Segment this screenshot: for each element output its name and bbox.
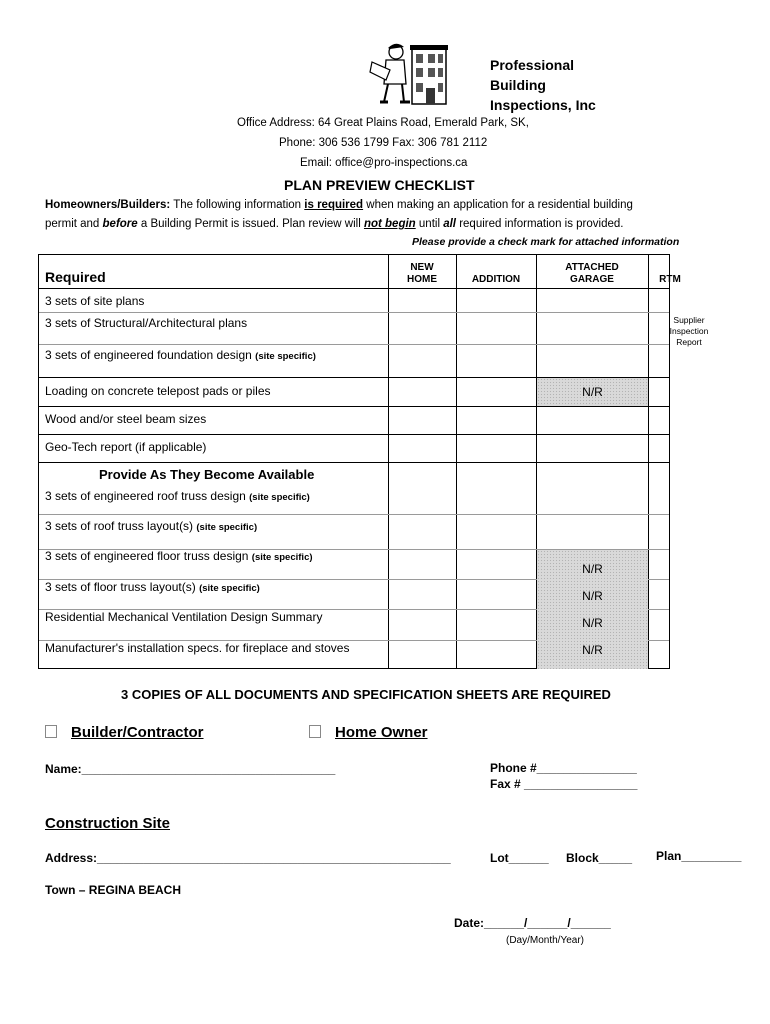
intro-t4: a Building Permit is issued. Plan review will <box>137 218 364 230</box>
intro-t2: when making an application for a residential building <box>363 199 633 211</box>
email: Email: office@pro-inspections.ca <box>300 157 468 169</box>
col-attached-garage <box>536 262 648 286</box>
intro-all: all <box>443 218 456 230</box>
company-name-line2: Building <box>490 77 546 93</box>
row-text: Wood and/or steel beam sizes <box>45 412 207 426</box>
col-new-home-line2: HOME <box>407 274 437 285</box>
na-label-floor-layout: N/R <box>582 589 603 604</box>
row-beam-sizes <box>45 412 206 426</box>
block-field[interactable]: Block_____ <box>566 851 633 865</box>
na-label-fireplace: N/R <box>582 642 603 657</box>
town-field: Town – REGINA BEACH <box>45 883 182 897</box>
row-text: Residential Mechanical Ventilation Design Summary <box>45 610 323 624</box>
intro-t3: permit and <box>45 218 103 230</box>
company-name-line1: Professional <box>490 57 575 73</box>
intro-t1: The following information <box>170 199 305 211</box>
company-name-line3: Inspections, Inc <box>490 97 596 113</box>
rtm-supplier-note <box>659 315 719 348</box>
builder-label: Builder/Contractor <box>71 724 204 741</box>
row-fireplace-specs <box>45 641 349 655</box>
row-text: 3 sets of engineered roof truss design <box>45 489 250 503</box>
date-format-hint: (Day/Month/Year) <box>506 935 584 946</box>
row-text: 3 sets of floor truss layout(s) <box>45 580 200 594</box>
owner-label: Home Owner <box>335 724 428 741</box>
row-spec: (site specific) <box>249 492 310 503</box>
row-text: 3 sets of engineered floor truss design <box>45 549 252 563</box>
row-floor-truss-layout <box>45 580 260 594</box>
required-header: Required <box>45 269 106 285</box>
col-new-home-line1: NEW <box>410 262 434 273</box>
intro-line2 <box>45 218 623 230</box>
row-spec: (site specific) <box>251 552 313 563</box>
row-text: 3 sets of Structural/Architectural plans <box>45 316 248 330</box>
page-title: PLAN PREVIEW CHECKLIST <box>284 177 475 193</box>
row-roof-truss-layout <box>45 519 257 533</box>
checklist-table <box>38 254 709 669</box>
plan-field[interactable]: Plan_________ <box>656 849 742 863</box>
na-label-floor-design: N/R <box>582 562 603 577</box>
row-structural-plans <box>45 316 247 330</box>
col-new-home <box>388 262 456 286</box>
col-rtm: RTM <box>659 274 681 285</box>
row-text: Manufacturer's installation specs. for fireplace and stoves <box>45 641 350 655</box>
intro-t6: required information is provided. <box>456 218 624 230</box>
construction-site-heading: Construction Site <box>45 815 171 832</box>
intro-label: Homeowners/Builders: <box>45 199 171 211</box>
builder-option[interactable] <box>45 724 204 742</box>
date-field[interactable]: Date:______/______/______ <box>454 916 611 930</box>
intro-t5: until <box>415 218 444 230</box>
office-address: Office Address: 64 Great Plains Road, Emerald Park, SK, <box>237 117 529 129</box>
row-text: 3 sets of engineered foundation design <box>45 348 256 362</box>
lot-field[interactable]: Lot______ <box>490 851 549 865</box>
rtm-note-line2: Inspection <box>669 326 709 336</box>
builder-checkbox[interactable] <box>45 725 57 738</box>
row-floor-truss-design <box>45 549 313 563</box>
col-garage-line2: GARAGE <box>570 274 614 285</box>
phone-field[interactable]: Phone #_______________ <box>490 761 637 775</box>
row-ventilation-design <box>45 610 322 624</box>
owner-option[interactable] <box>309 724 428 742</box>
col-garage-line1: ATTACHED <box>565 262 619 273</box>
owner-checkbox[interactable] <box>309 725 321 738</box>
rtm-note-line1: Supplier <box>673 315 705 325</box>
row-spec: (site specific) <box>199 583 260 594</box>
row-foundation-design <box>45 348 316 362</box>
row-text: Geo-Tech report (if applicable) <box>45 440 207 454</box>
row-geotech <box>45 440 206 454</box>
row-text: Loading on concrete telepost pads or piles <box>45 384 271 398</box>
intro-is-required: is required <box>304 199 364 211</box>
na-label-ventilation: N/R <box>582 615 603 630</box>
row-telepost-loading <box>45 384 271 398</box>
company-logo-icon <box>368 40 450 108</box>
copies-notice: 3 COPIES OF ALL DOCUMENTS AND SPECIFICATION SHEETS ARE REQUIRED <box>121 687 611 702</box>
fax-field[interactable]: Fax # _________________ <box>490 777 638 791</box>
name-field[interactable]: Name:______________________________________ <box>45 762 336 776</box>
row-spec: (site specific) <box>255 351 316 362</box>
row-site-plans <box>45 294 144 308</box>
address-field[interactable]: Address:_____________________________________________________ <box>45 851 451 865</box>
na-label: N/R <box>582 385 603 399</box>
row-text: 3 sets of site plans <box>45 294 145 308</box>
section-available-header: Provide As They Become Available <box>99 467 315 482</box>
rtm-note-line3: Report <box>676 337 702 347</box>
phone-fax: Phone: 306 536 1799 Fax: 306 781 2112 <box>279 137 488 149</box>
intro-not-begin: not begin <box>363 218 416 230</box>
intro-before: before <box>102 218 138 230</box>
checkmark-note: Please provide a check mark for attached information <box>412 236 680 248</box>
col-addition: ADDITION <box>471 274 521 285</box>
row-spec: (site specific) <box>196 522 258 533</box>
intro-line1 <box>45 199 633 211</box>
row-text: 3 sets of roof truss layout(s) <box>45 519 197 533</box>
na-cell-telepost <box>537 378 648 406</box>
na-cells-trusses <box>537 550 648 669</box>
row-roof-truss-design <box>45 489 310 503</box>
